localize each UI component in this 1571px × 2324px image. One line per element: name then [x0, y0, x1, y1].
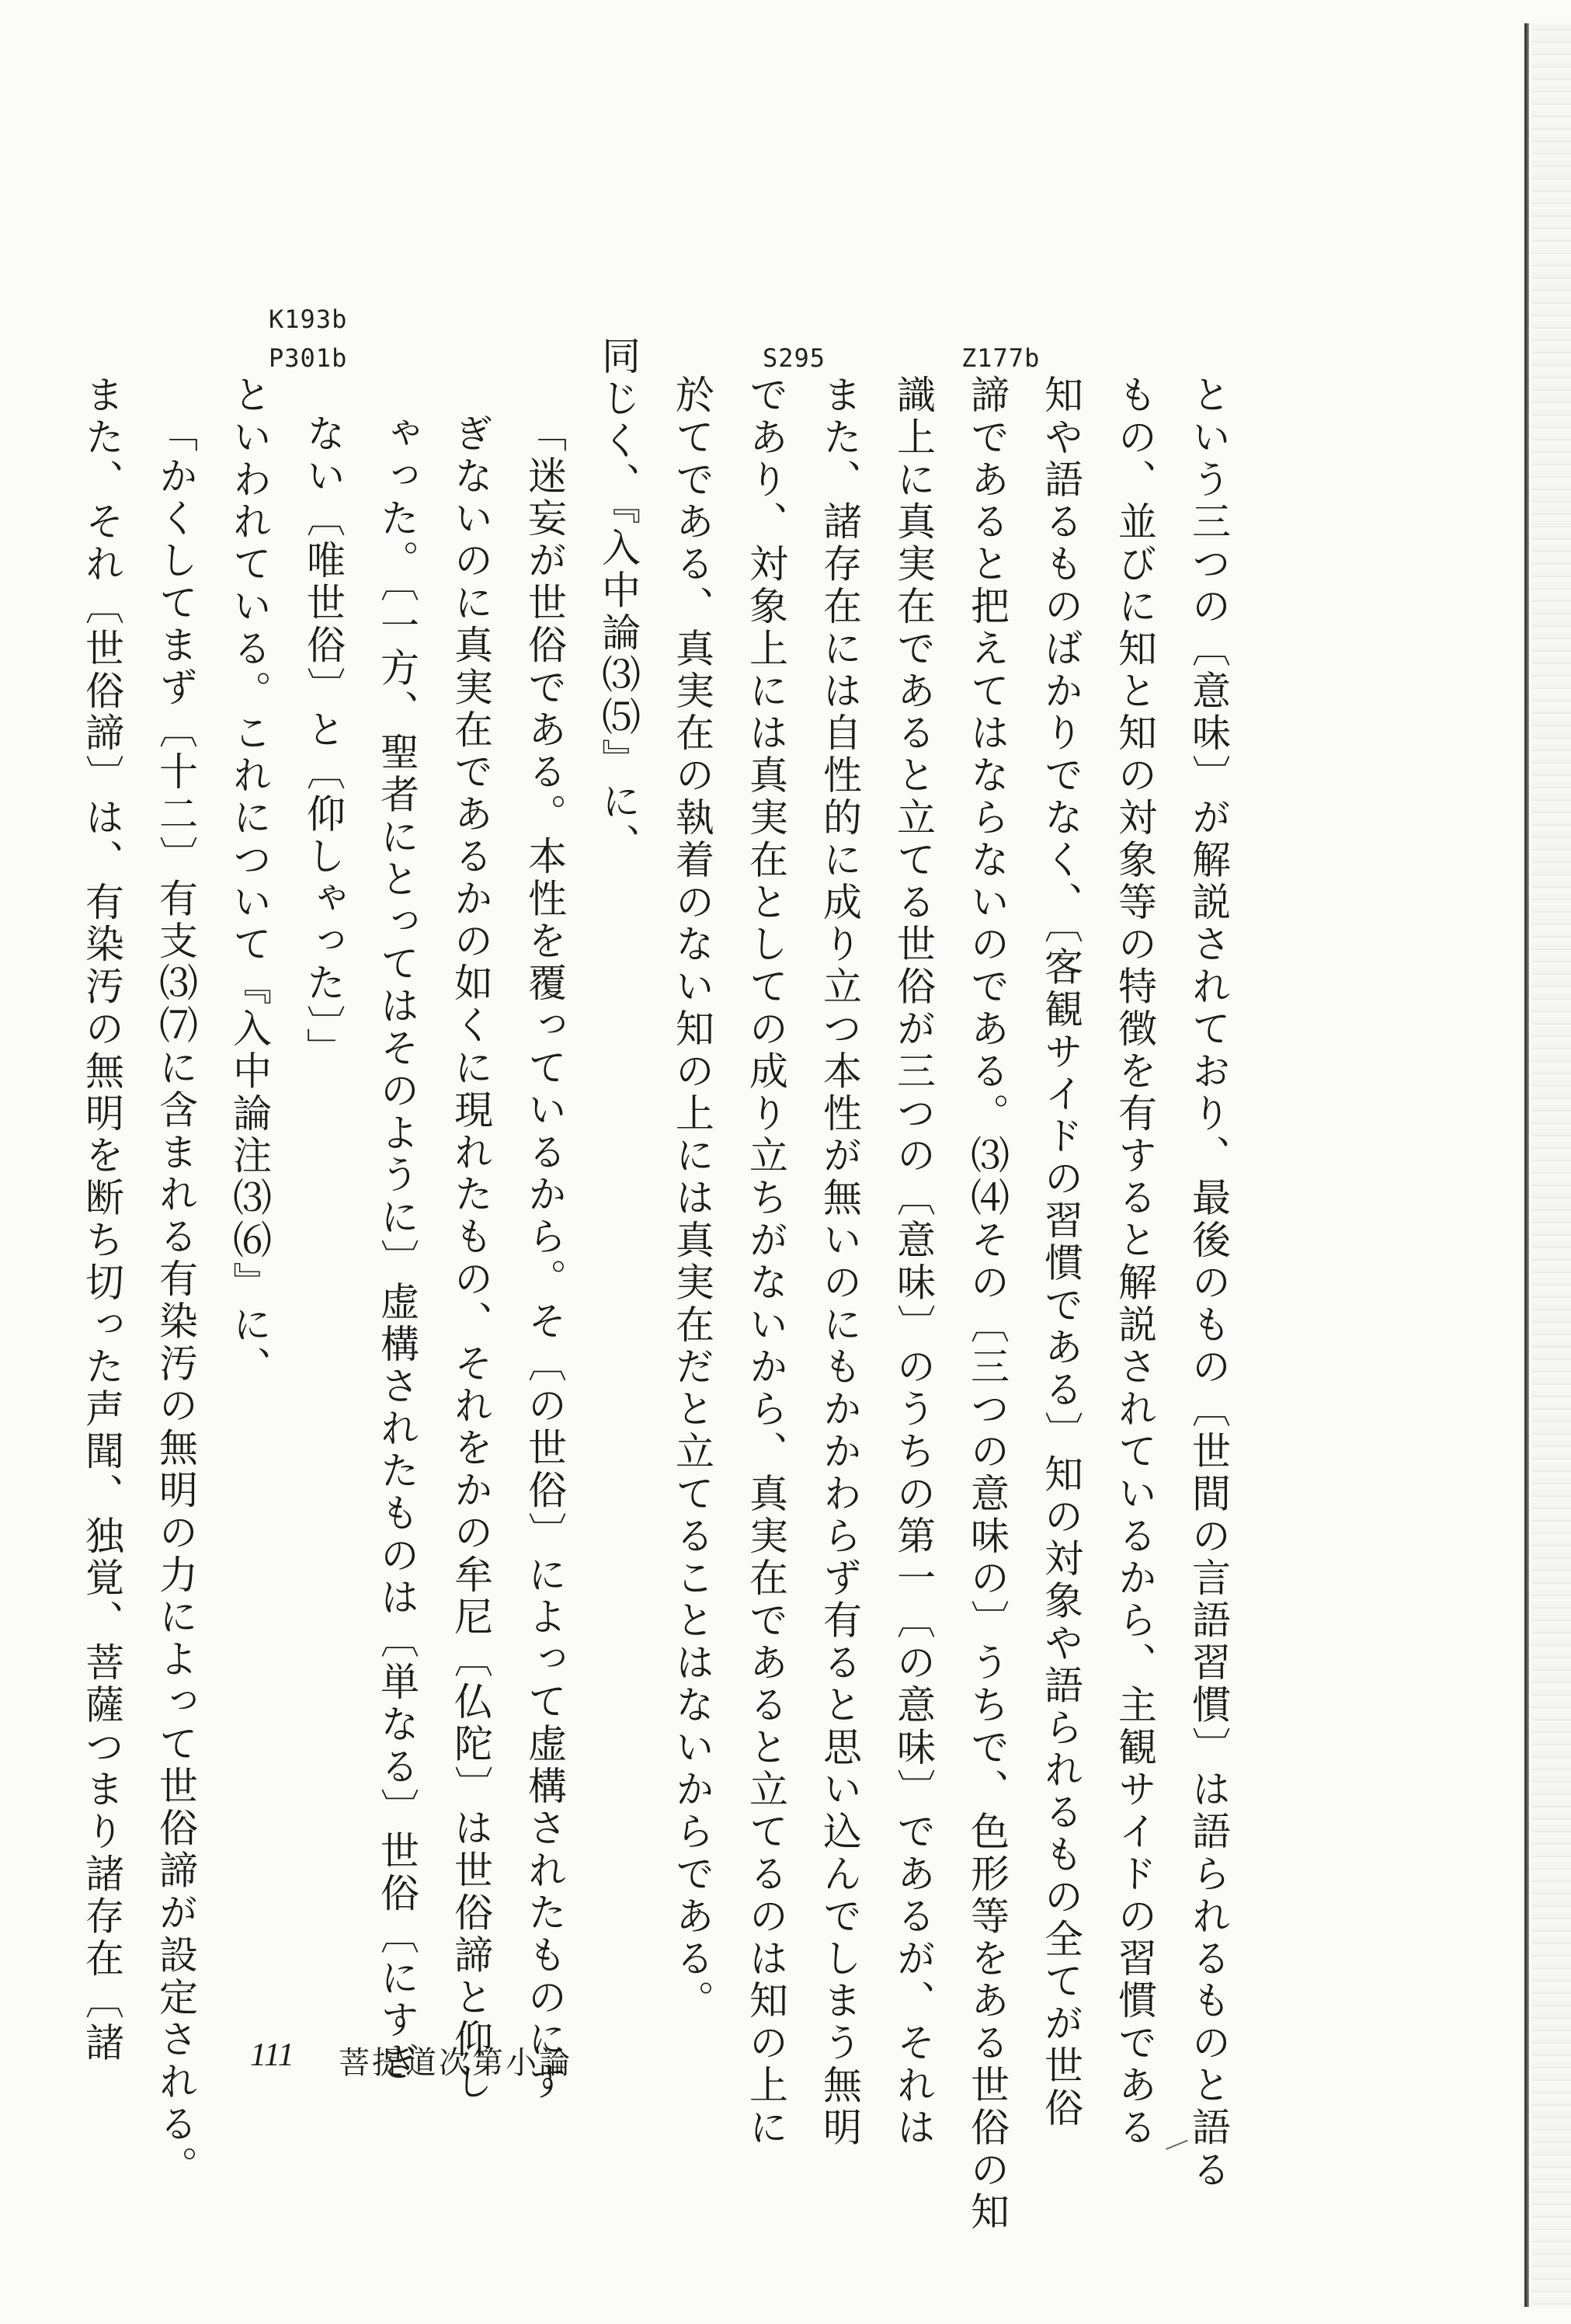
book-title: 菩提道次第小論	[339, 2045, 572, 2081]
text-line: といわれている。これについて『入中論注⑶⑹』に、	[227, 374, 272, 1389]
margin-ref-p301b: P301b	[269, 343, 348, 373]
quote-line: 「かくしてまず〔十二〕有支⑶⑺に含まれる有染汚の無明の力によって世俗諦が設定される。	[153, 413, 198, 2188]
margin-ref-s295: S295	[763, 343, 826, 373]
text-line: 知や語るものばかりでなく、〔客観サイドの習慣である〕知の対象や語られるもの全てが世俗	[1038, 374, 1083, 2130]
quote-line: ぎないのに真実在であるかの如くに現れたもの、それをかの牟尼〔仏陀〕は世俗諦と仰し	[448, 413, 493, 2103]
text-line: 識上に真実在であると立てる世俗が三つの〔意味〕のうちの第一〔の意味〕であるが、それは	[891, 374, 936, 2149]
text-line: 同じく、『入中論⑶⑸』に、	[596, 336, 641, 866]
quote-line: ゃった。〔一方、聖者にとってはそのように〕虚構されたものは〔単なる〕世俗〔にすぎ	[374, 413, 419, 2084]
text-line: もの、並びに知と知の対象等の特徴を有すると解説されているから、主観サイドの習慣である	[1112, 374, 1157, 2149]
page-number: 111	[250, 2037, 294, 2073]
binding-edge-shadow	[1531, 23, 1571, 2307]
binding-edge-line	[1524, 23, 1529, 2307]
text-line: 諦であると把えてはならないのである。⑶⑷その〔三つの意味の〕うちで、色形等をある世俗の知	[964, 374, 1010, 2234]
text-line: であり、対象上には真実在としての成り立ちがないから、真実在であると立てるのは知の上に	[743, 374, 788, 2149]
text-line: 於てである、真実在の執着のない知の上には真実在だと立てることはないからである。	[669, 374, 714, 2023]
text-line: また、諸存在には自性的に成り立つ本性が無いのにもかかわらず有ると思い込んでしまう無明	[817, 374, 862, 2149]
quote-line: 「迷妄が世俗である。本性を覆っているから。そ〔の世俗〕によって虚構されたものにす	[522, 413, 567, 2103]
margin-ref-k193b: K193b	[269, 304, 348, 334]
text-line: また、それ〔世俗諦〕は、有染汚の無明を断ち切った声聞、独覚、菩薩つまり諸存在〔諸	[79, 374, 124, 2065]
margin-ref-z177b: Z177b	[961, 343, 1041, 373]
text-line: という三つの〔意味〕が解説されており、最後のもの〔世間の言語習慣〕は語られるものと語る	[1186, 374, 1231, 2192]
quote-line: ない〔唯世俗〕と〔仰しゃった〕」	[301, 413, 346, 1070]
